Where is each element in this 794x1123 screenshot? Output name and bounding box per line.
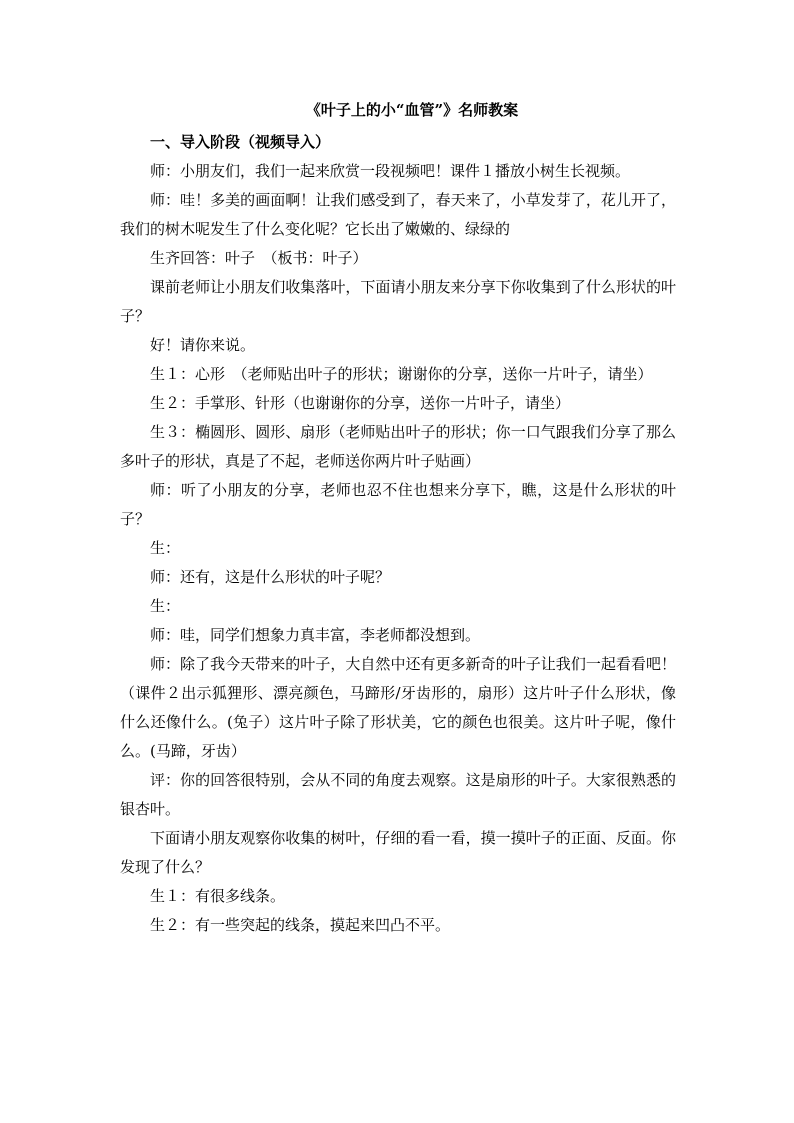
paragraph: 生３：椭圆形、圆形、扇形（老师贴出叶子的形状；你一口气跟我们分享了那么多叶子的形状，真是了不起，老师送你两片叶子贴画） <box>120 423 676 470</box>
paragraph: 师：还有，这是什么形状的叶子呢？ <box>150 568 391 586</box>
document-title: 《叶子上的小“血管”》名师教案 <box>305 101 519 119</box>
paragraph: 生１：心形 （老师贴出叶子的形状；谢谢你的分享，送你一片叶子，请坐） <box>150 365 653 383</box>
paragraph: 师：哇！多美的画面啊！让我们感受到了，春天来了，小草发芽了，花儿开了，我们的树木呢发生了什么变化呢？它长出了嫩嫩的、绿绿的 <box>120 191 676 238</box>
paragraph: 生： <box>150 539 181 557</box>
paragraph: 生２：有一些突起的线条，摸起来凹凸不平。 <box>150 916 451 934</box>
paragraph: 师：听了小朋友的分享，老师也忍不住也想来分享下，瞧，这是什么形状的叶子？ <box>120 481 676 528</box>
document-page <box>120 98 676 940</box>
paragraph: 课前老师让小朋友们收集落叶，下面请小朋友来分享下你收集到了什么形状的叶子？ <box>120 278 676 325</box>
paragraph: 师：小朋友们，我们一起来欣赏一段视频吧！课件１播放小树生长视频。 <box>150 162 631 180</box>
paragraph: 生齐回答：叶子 （板书：叶子） <box>150 249 368 267</box>
paragraph: 生１：有很多线条。 <box>150 887 286 905</box>
paragraph: 生２：手掌形、针形（也谢谢你的分享，送你一片叶子，请坐） <box>150 394 571 412</box>
paragraph: 评：你的回答很特别，会从不同的角度去观察。这是扇形的叶子。大家很熟悉的银杏叶。 <box>120 771 676 818</box>
paragraph: 师：除了我今天带来的叶子，大自然中还有更多新奇的叶子让我们一起看看吧！（课件２出示狐狸形、漂亮颜色，马蹄形/牙齿形的，扇形）这片叶子什么形状，像什么还像什么。(兔子）这片叶子除了形状美，它的颜色也很美。这片叶子呢，像什么。(马蹄，牙齿） <box>120 655 676 760</box>
section-heading: 一、导入阶段（视频导入） <box>150 133 331 151</box>
paragraph: 师：哇，同学们想象力真丰富，李老师都没想到。 <box>150 626 481 644</box>
paragraph: 生： <box>150 597 181 615</box>
paragraph: 下面请小朋友观察你收集的树叶，仔细的看一看，摸一摸叶子的正面、反面。你发现了什么？ <box>120 829 676 876</box>
paragraph: 好！请你来说。 <box>150 336 256 354</box>
